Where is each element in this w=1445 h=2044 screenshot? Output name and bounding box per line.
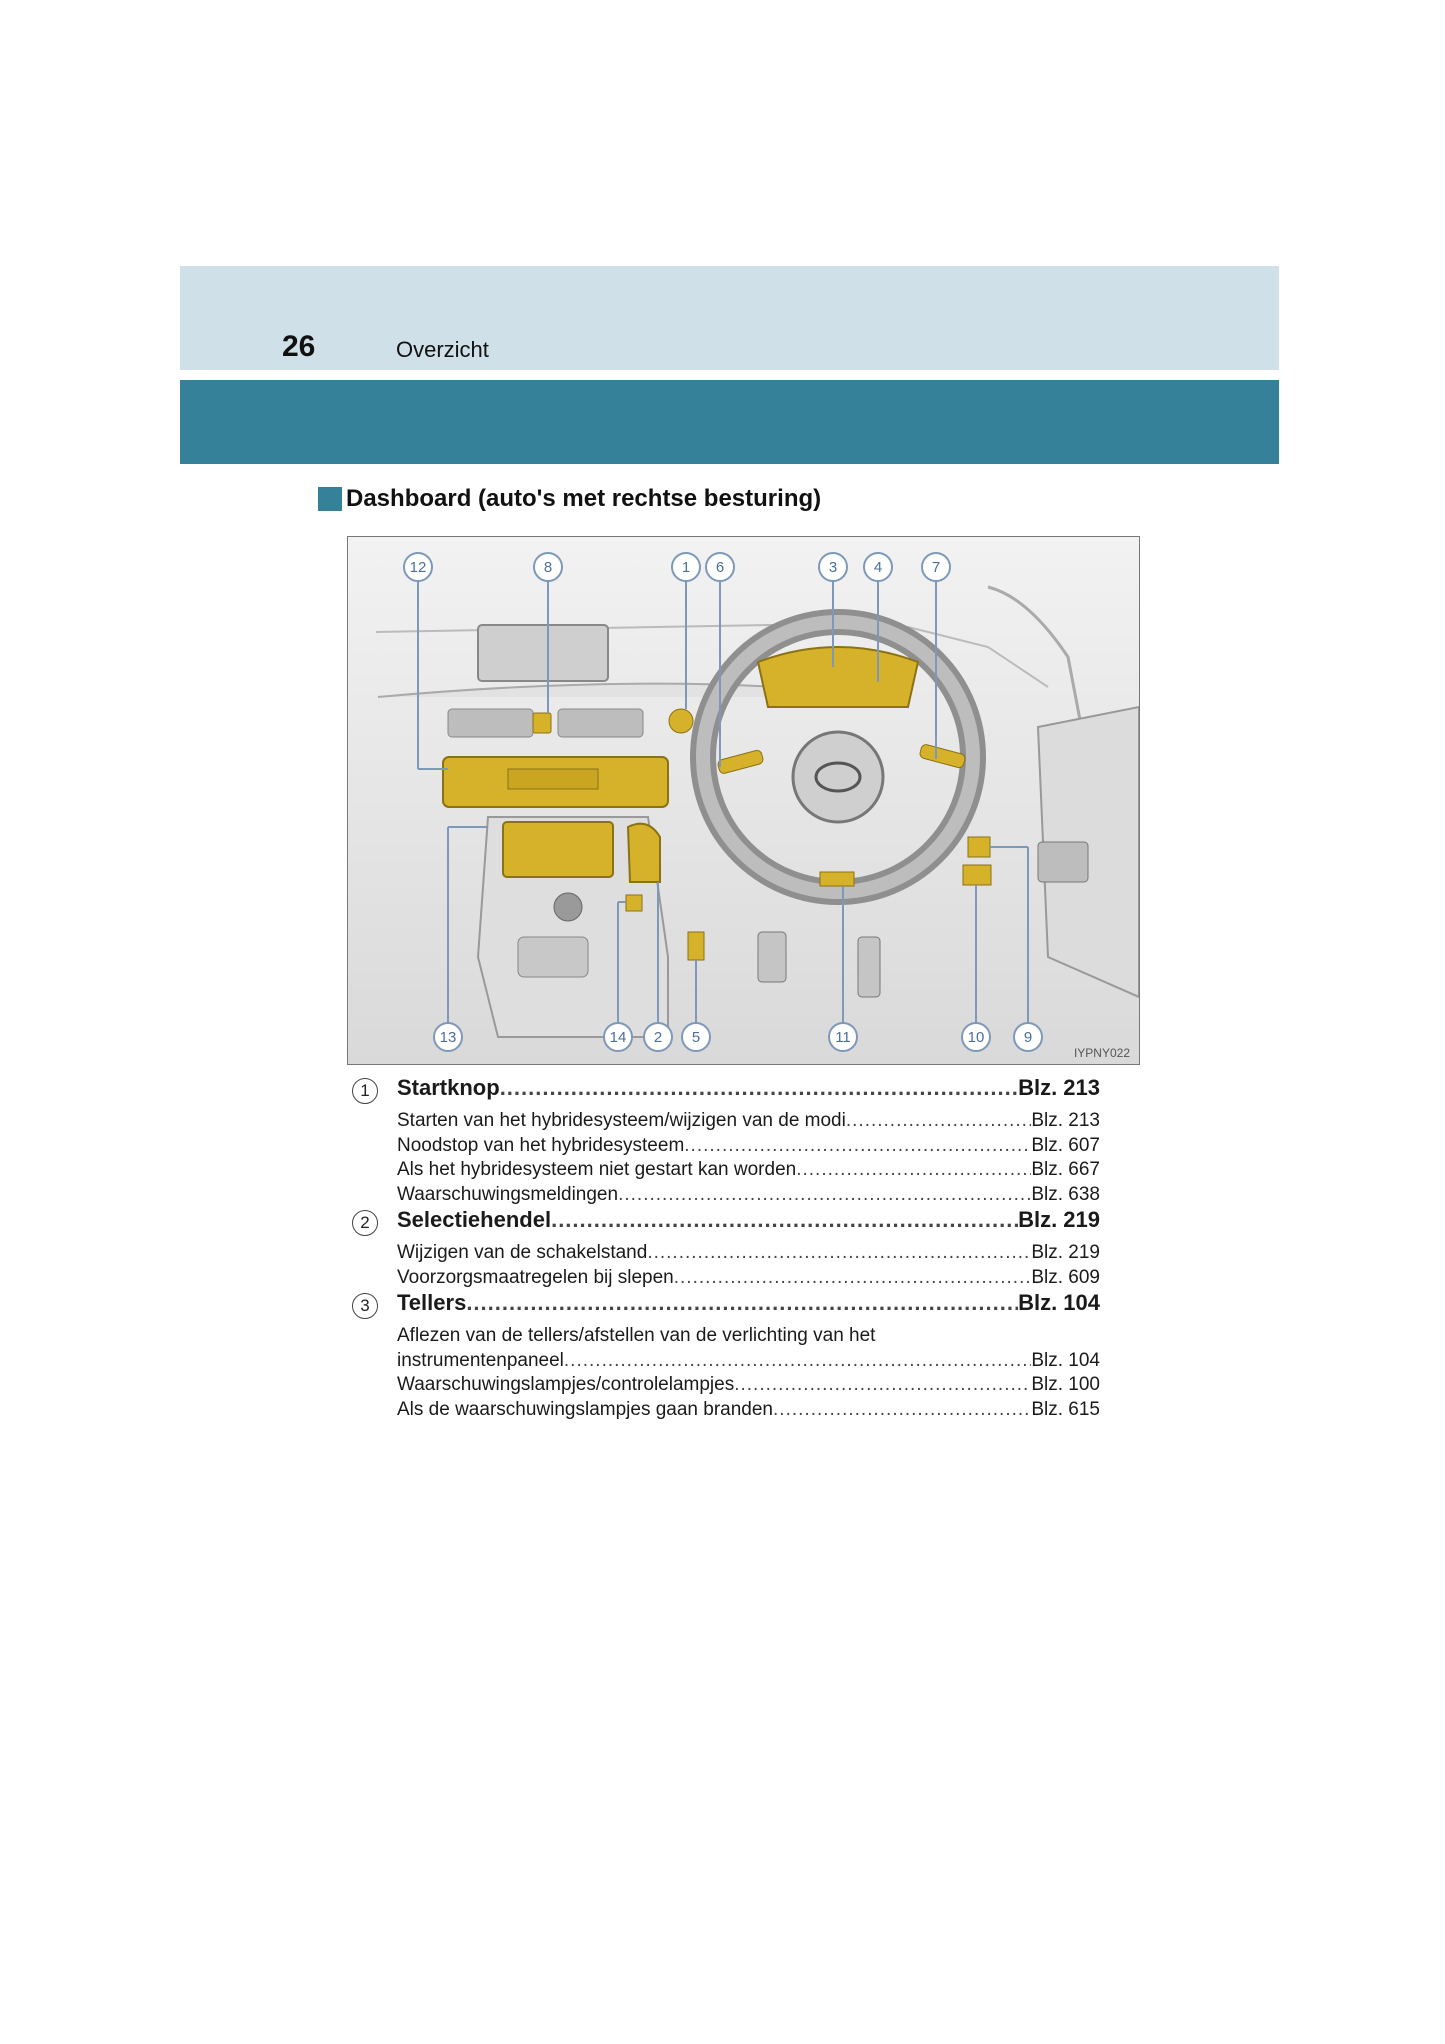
entry-label: Tellers <box>397 1290 467 1315</box>
leader-dots <box>618 1183 1031 1208</box>
svg-text:14: 14 <box>609 1029 627 1046</box>
entry-label: Selectiehendel <box>397 1207 552 1232</box>
section-heading-text: Dashboard (auto's met rechtse besturing) <box>346 485 822 512</box>
svg-text:13: 13 <box>439 1029 457 1046</box>
callout-1 <box>672 553 700 581</box>
entry-main-row <box>352 1207 1100 1241</box>
sub-row: Waarschuwingsmeldingen ..... Blz. 638 <box>352 1183 1100 1208</box>
callout-9 <box>1014 1023 1042 1051</box>
svg-text:12: 12 <box>409 559 427 576</box>
entry-tellers <box>352 1290 1100 1422</box>
sub-row: Starten van het hybridesysteem/wijzigen van de modi ..... Blz. 213 <box>352 1109 1100 1134</box>
leader-dots <box>773 1398 1031 1423</box>
svg-text:1: 1 <box>681 559 691 576</box>
callout-6 <box>706 553 734 581</box>
sub-row: Noodstop van het hybridesysteem ..... Blz. 607 <box>352 1134 1100 1159</box>
header-band-light <box>180 266 1279 370</box>
sub-row: instrumentenpaneel ..... Blz. 104 <box>352 1349 1100 1374</box>
figure-code: IYPNY022 <box>1073 1046 1130 1060</box>
leader-dots <box>564 1349 1031 1374</box>
callout-5 <box>682 1023 710 1051</box>
entry-number: 1 <box>352 1078 378 1104</box>
svg-text:4: 4 <box>873 559 883 576</box>
svg-text:9: 9 <box>1023 1029 1033 1046</box>
entry-startknop <box>352 1075 1100 1207</box>
leader-dots <box>466 1290 1018 1316</box>
sub-row: Als het hybridesysteem niet gestart kan worden ..... Blz. 667 <box>352 1158 1100 1183</box>
callout-13 <box>434 1023 462 1051</box>
sub-row: Voorzorgsmaatregelen bij slepen ..... Blz. 609 <box>352 1266 1100 1291</box>
callout-10 <box>962 1023 990 1051</box>
callout-11 <box>829 1023 857 1051</box>
header-separator <box>180 370 1279 374</box>
leader-dots <box>674 1266 1032 1291</box>
callout-8 <box>534 553 562 581</box>
dashboard-illustration <box>347 536 1140 1065</box>
dashboard-drawing <box>348 537 1139 1064</box>
sub-row: Wijzigen van de schakelstand ..... Blz. 219 <box>352 1241 1100 1266</box>
callout-3 <box>819 553 847 581</box>
section-heading <box>318 484 821 514</box>
leader-dots <box>846 1109 1031 1134</box>
callout-2 <box>644 1023 672 1051</box>
heading-square-icon <box>318 487 342 511</box>
page-ref: Blz. 213 <box>1018 1075 1100 1100</box>
svg-text:11: 11 <box>835 1029 851 1046</box>
page-number: 26 <box>282 330 316 363</box>
svg-text:3: 3 <box>828 559 838 576</box>
svg-text:2: 2 <box>653 1029 663 1046</box>
leader-dots <box>647 1241 1031 1266</box>
entries-list <box>352 1075 1100 1422</box>
leader-dots <box>796 1158 1031 1183</box>
page-ref: Blz. 219 <box>1018 1207 1100 1232</box>
leader-dots <box>684 1134 1031 1159</box>
leader-dots <box>734 1373 1031 1398</box>
callout-7 <box>922 553 950 581</box>
svg-text:7: 7 <box>931 559 941 576</box>
svg-text:8: 8 <box>543 559 553 576</box>
section-name: Overzicht <box>396 337 489 362</box>
sub-intro: Aflezen van de tellers/afstellen van de verlichting van het <box>397 1325 876 1346</box>
svg-text:5: 5 <box>691 1029 701 1046</box>
svg-text:6: 6 <box>715 559 725 576</box>
entry-label: Startknop <box>397 1075 500 1100</box>
callout-14 <box>604 1023 632 1051</box>
entry-selectiehendel <box>352 1207 1100 1290</box>
header-band-dark <box>180 380 1279 464</box>
leader-dots <box>500 1075 1018 1101</box>
sub-row: Als de waarschuwingslampjes gaan branden ..... Blz. 615 <box>352 1398 1100 1423</box>
entry-main-row <box>352 1075 1100 1109</box>
callout-4 <box>864 553 892 581</box>
page-ref: Blz. 104 <box>1018 1290 1100 1315</box>
svg-text:10: 10 <box>967 1029 985 1046</box>
leader-dots <box>551 1207 1018 1233</box>
entry-number: 2 <box>352 1210 378 1236</box>
entry-number: 3 <box>352 1293 378 1319</box>
sub-row: Waarschuwingslampjes/controlelampjes ..... Blz. 100 <box>352 1373 1100 1398</box>
entry-main-row <box>352 1290 1100 1324</box>
callout-12 <box>404 553 432 581</box>
